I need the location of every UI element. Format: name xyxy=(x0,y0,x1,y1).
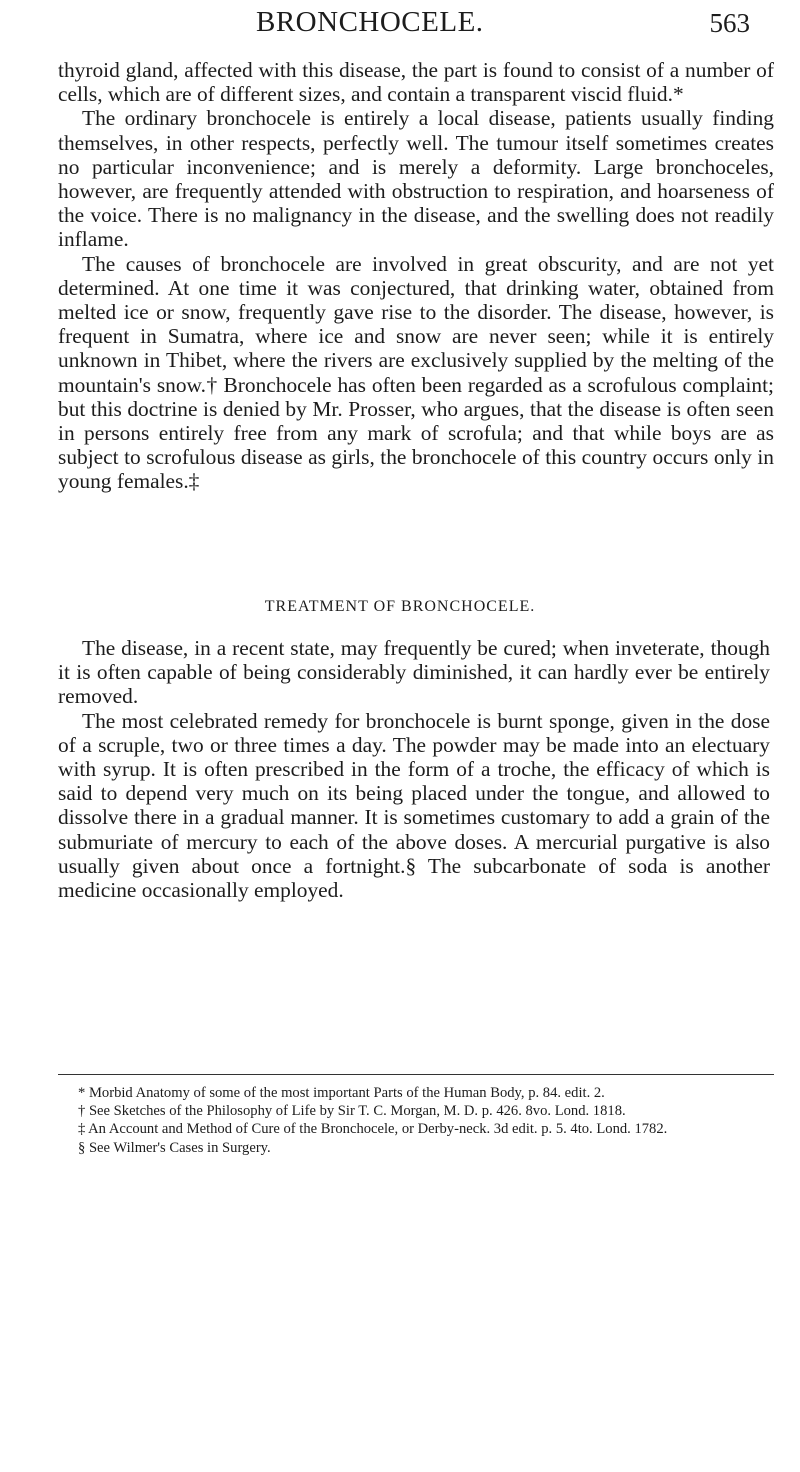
footnote: § See Wilmer's Cases in Surgery. xyxy=(78,1139,271,1156)
paragraph: thyroid gland, affected with this disease, the part is found to consist of a number of cells, which are of different sizes, and contain a transparent viscid fluid.* xyxy=(58,58,774,107)
paragraph: The ordinary bronchocele is entirely a local disease, patients usually finding themselves, in other respects, perfectly well. The tumour itself sometimes creates no particular inconvenience; and is merely a deformity. Large bronchoceles, however, are frequently attended with obstruction to respiration, and hoarseness of the voice. There is no malignancy in the disease, and the swelling does not readily inflame. xyxy=(58,106,774,252)
footnote: * Morbid Anatomy of some of the most important Parts of the Human Body, p. 84. edit. 2. xyxy=(78,1085,605,1101)
footnote: ‡ An Account and Method of Cure of the Bronchocele, or Derby-neck. 3d edit. p. 5. 4to. Lond. 1782. xyxy=(78,1121,668,1138)
footnotes xyxy=(58,1084,774,1157)
page-header xyxy=(0,6,800,46)
treatment-section xyxy=(58,636,770,902)
body-text xyxy=(58,58,774,494)
footnote-divider xyxy=(58,1074,774,1075)
footnote: † See Sketches of the Philosophy of Life by Sir T. C. Morgan, M. D. p. 426. 8vo. Lond. 1818. xyxy=(78,1103,626,1120)
section-heading: TREATMENT OF BRONCHOCELE. xyxy=(264,598,536,615)
page-number: 563 xyxy=(709,8,750,38)
paragraph: The disease, in a recent state, may frequently be cured; when inveterate, though it is often capable of being considerably diminished, it can hardly ever be entirely removed. xyxy=(58,636,770,709)
paragraph: The most celebrated remedy for bronchocele is burnt sponge, given in the dose of a scruple, two or three times a day. The powder may be made into an electuary with syrup. It is often prescribed in the form of a troche, the efficacy of which is said to depend very much on its being placed under the tongue, and allowed to dissolve there in a gradual manner. It is sometimes customary to add a grain of the submuriate of mercury to each of the above doses. A mercurial purgative is also usually given about once a fortnight.§ The subcarbonate of soda is another medicine occasionally employed. xyxy=(58,708,770,903)
running-title: BRONCHOCELE. xyxy=(256,6,484,38)
paragraph: The causes of bronchocele are involved in great obscurity, and are not yet determined. At one time it was conjectured, that drinking water, obtained from melted ice or snow, frequently gave rise to the disorder. The disease, however, is frequent in Sumatra, where ice and snow are never seen; while it is entirely unknown in Thibet, where the rivers are exclusively supplied by the melting of the mountain's snow.† Bronchocele has often been regarded as a scrofulous complaint; but this doctrine is denied by Mr. Prosser, who argues, that the disease is often seen in persons entirely free from any mark of scrofula; and that while boys are as subject to scrofulous disease as girls, the bronchocele of this country occurs only in young females.‡ xyxy=(58,251,774,494)
